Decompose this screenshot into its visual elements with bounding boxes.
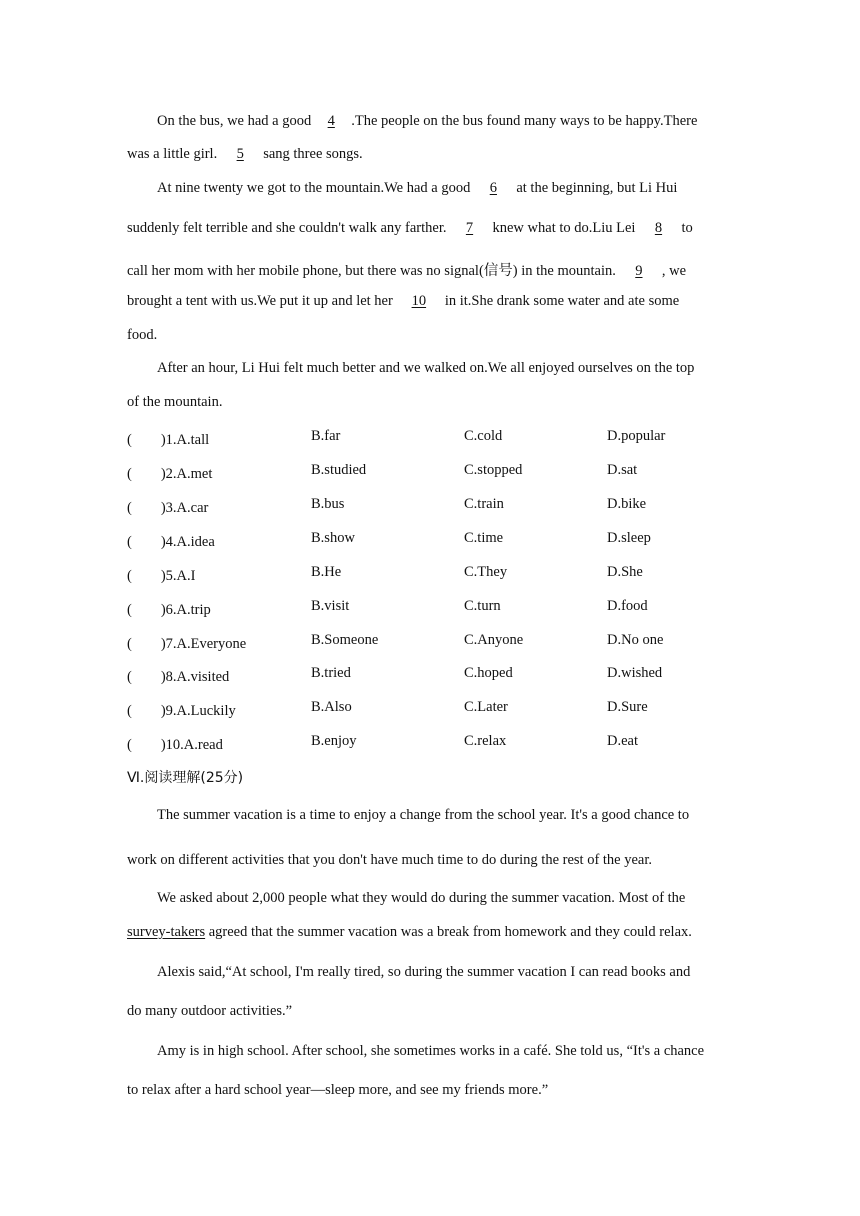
passage-text: to (681, 220, 693, 236)
option-b: B.tried (311, 665, 351, 681)
option-c: C.They (464, 564, 508, 580)
question-number: ( )5.A.I (127, 568, 196, 584)
blank-6: 6 (489, 180, 497, 196)
option-c: C.stopped (464, 462, 523, 478)
option-b: B.He (311, 564, 342, 580)
reading-line (157, 890, 685, 907)
reading-text: agreed that the summer vacation was a break from homework and they could relax. (205, 924, 692, 940)
blank-5: 5 (236, 146, 244, 162)
reading-line (127, 924, 692, 941)
reading-text: work on different activities that you don't have much time to do during the rest of the year. (127, 852, 653, 868)
question-number: ( )6.A.trip (127, 602, 211, 618)
passage-line (157, 360, 694, 377)
reading-line (127, 1003, 292, 1020)
option-b: B.studied (311, 462, 367, 478)
passage-text: was a little girl. (127, 146, 218, 162)
option-b: B.enjoy (311, 733, 357, 749)
passage-text: .The people on the bus found many ways to be happy.There (351, 113, 698, 129)
option-d: D.bike (607, 496, 647, 512)
reading-text: The summer vacation is a time to enjoy a change from the school year. It's a good chance to (157, 807, 690, 823)
question-row (127, 530, 747, 550)
option-d: D.eat (607, 733, 638, 749)
passage-text: of the mountain. (127, 394, 223, 410)
question-number: ( )7.A.Everyone (127, 636, 247, 652)
question-number: ( )4.A.idea (127, 534, 215, 550)
reading-line (127, 1082, 548, 1099)
passage-line (127, 220, 693, 237)
passage-text: at the beginning, but Li Hui (516, 180, 678, 196)
option-b: B.visit (311, 598, 350, 614)
passage-line (127, 327, 157, 344)
question-number: ( )8.A.visited (127, 669, 230, 685)
question-row (127, 598, 747, 618)
question-row (127, 632, 747, 652)
option-c: C.train (464, 496, 504, 512)
option-d: D.food (607, 598, 648, 614)
option-c: C.hoped (464, 665, 513, 681)
option-d: D.She (607, 564, 643, 580)
passage-text: call her mom with her mobile phone, but there was no signal(信号) in the mountain. (127, 263, 616, 279)
passage-line (127, 394, 222, 411)
section-heading: Ⅵ.阅读理解(25分) (127, 770, 244, 786)
passage-text: sang three songs. (263, 146, 363, 162)
reading-text: Amy is in high school. After school, she sometimes works in a café. She told us, “It's a chance (157, 1043, 705, 1059)
reading-text: to relax after a hard school year—sleep more, and see my friends more.” (127, 1082, 549, 1098)
question-number: ( )1.A.tall (127, 432, 210, 448)
option-b: B.far (311, 428, 341, 444)
reading-text: Alexis said,“At school, I'm really tired, so during the summer vacation I can read books and (157, 964, 691, 980)
question-row (127, 699, 747, 719)
option-d: D.wished (607, 665, 663, 681)
passage-line (157, 180, 677, 197)
underlined-term: survey-takers (127, 924, 206, 940)
option-b: B.bus (311, 496, 345, 512)
question-number: ( )2.A.met (127, 466, 213, 482)
blank-7: 7 (465, 220, 474, 236)
option-b: B.show (311, 530, 355, 546)
option-b: B.Also (311, 699, 352, 715)
question-number: ( )9.A.Luckily (127, 703, 236, 719)
reading-line (157, 807, 689, 824)
option-b: B.Someone (311, 632, 379, 648)
question-row (127, 564, 747, 584)
option-d: D.popular (607, 428, 666, 444)
option-c: C.time (464, 530, 504, 546)
question-row (127, 462, 747, 482)
question-number: ( )3.A.car (127, 500, 209, 516)
option-d: D.Sure (607, 699, 648, 715)
passage-text: in it.She drank some water and ate some (444, 293, 680, 309)
passage-text: knew what to do.Liu Lei (492, 220, 636, 236)
passage-text: food. (127, 327, 158, 343)
passage-text: At nine twenty we got to the mountain.We had a good (157, 180, 471, 196)
blank-8: 8 (654, 220, 663, 236)
passage-line (127, 259, 686, 280)
blank-9: 9 (635, 263, 643, 279)
option-d: D.sleep (607, 530, 651, 546)
passage-line (157, 113, 697, 130)
question-row (127, 428, 747, 448)
reading-text: do many outdoor activities.” (127, 1003, 293, 1019)
passage-text: brought a tent with us.We put it up and let her (127, 293, 393, 309)
option-c: C.turn (464, 598, 501, 614)
question-row (127, 496, 747, 516)
option-c: C.cold (464, 428, 503, 444)
passage-line (127, 293, 679, 310)
option-c: C.relax (464, 733, 507, 749)
question-row (127, 665, 747, 685)
option-d: D.sat (607, 462, 638, 478)
option-c: C.Later (464, 699, 508, 715)
passage-text: After an hour, Li Hui felt much better and we walked on.We all enjoyed ourselves on the top (157, 360, 695, 376)
option-d: D.No one (607, 632, 664, 648)
passage-line (127, 146, 363, 163)
reading-text: We asked about 2,000 people what they would do during the summer vacation. Most of the (157, 890, 686, 906)
blank-10: 10 (411, 293, 427, 309)
question-number: ( )10.A.read (127, 737, 223, 753)
reading-line (127, 852, 652, 869)
reading-line (157, 964, 690, 981)
question-row (127, 733, 747, 753)
passage-text: , we (661, 263, 687, 279)
passage-text: suddenly felt terrible and she couldn't walk any farther. (127, 220, 447, 236)
reading-line (157, 1043, 704, 1060)
blank-4: 4 (327, 113, 335, 129)
passage-text: On the bus, we had a good (157, 113, 312, 129)
option-c: C.Anyone (464, 632, 524, 648)
